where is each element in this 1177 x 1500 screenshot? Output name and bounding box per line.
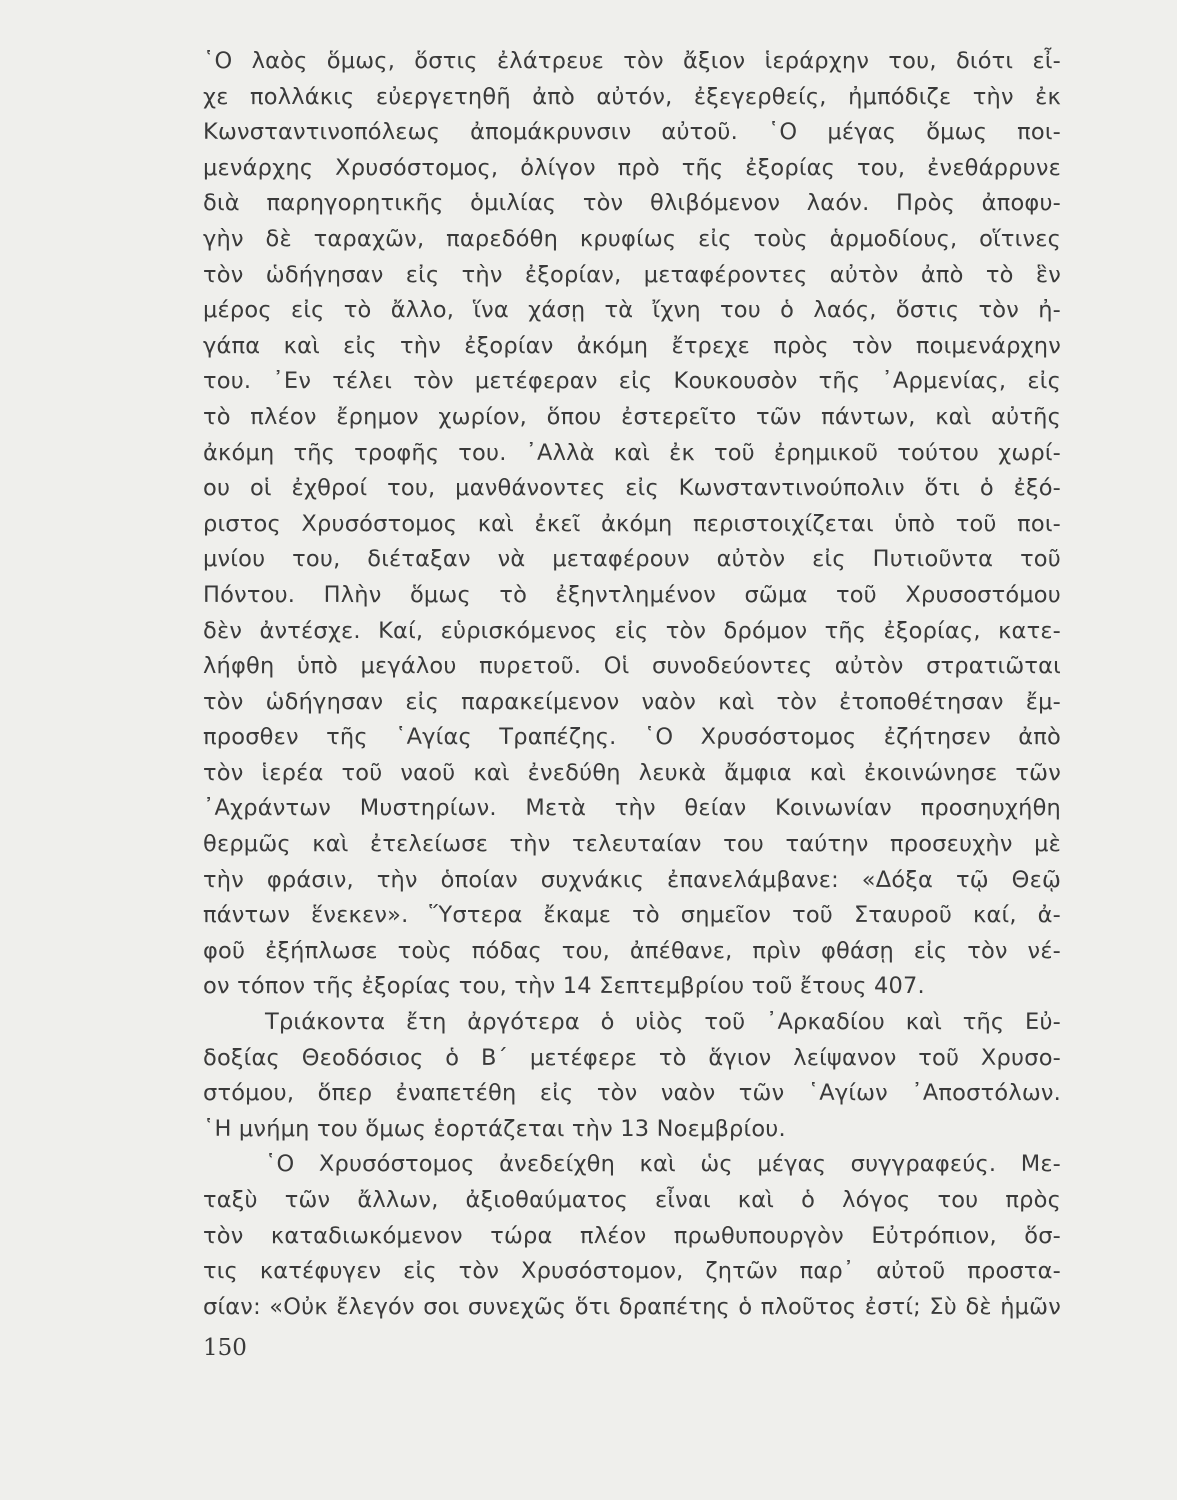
text-line: στόμου, ὅπερ ἐναπετέθη εἰς τὸν ναὸν τῶν ῾Αγίων ᾿Αποστόλων. — [203, 1080, 1061, 1107]
text-line: ἀκόμη τῆς τροφῆς του. ᾿Αλλὰ καὶ ἐκ τοῦ ἐρημικοῦ τούτου χωρί- — [203, 439, 1061, 466]
text-line: τὸν ἱερέα τοῦ ναοῦ καὶ ἐνεδύθη λευκὰ ἄμφια καὶ ἐκοινώνησε τῶν — [203, 759, 1061, 786]
text-line: χε πολλάκις εὐεργετηθῆ ἀπὸ αὐτόν, ἐξεγερθείς, ἠμπόδιζε τὴν ἐκ — [203, 83, 1061, 110]
text-line: ριστος Χρυσόστομος καὶ ἐκεῖ ἀκόμη περιστοιχίζεται ὑπὸ τοῦ ποι- — [203, 510, 1061, 537]
text-line: προσθεν τῆς ῾Αγίας Τραπέζης. ῾Ο Χρυσόστομος ἐζήτησεν ἀπὸ — [203, 724, 1061, 751]
text-line: Κωνσταντινοπόλεως ἀπομάκρυνσιν αὐτοῦ. ῾Ο μέγας ὅμως ποι- — [203, 119, 1061, 146]
text-line: δὲν ἀντέσχε. Καί, εὑρισκόμενος εἰς τὸν δρόμον τῆς ἐξορίας, κατε- — [203, 617, 1061, 644]
text-line: τὸν ὡδήγησαν εἰς τὴν ἐξορίαν, μεταφέροντες αὐτὸν ἀπὸ τὸ ἓν — [203, 261, 1061, 288]
text-line: γὴν δὲ ταραχῶν, παρεδόθη κρυφίως εἰς τοὺς ἁρμοδίους, οἵτινες — [203, 225, 1061, 252]
text-line: ῾Ο λαὸς ὅμως, ὅστις ἐλάτρευε τὸν ἄξιον ἱεράρχην του, διότι εἶ- — [203, 48, 1061, 74]
text-line: μνίου του, διέταξαν νὰ μεταφέρουν αὐτὸν εἰς Πυτιοῦντα τοῦ — [203, 546, 1061, 573]
text-line: τὴν φράσιν, τὴν ὁποίαν συχνάκις ἐπανελάμβανε: «Δόξα τῷ Θεῷ — [203, 866, 1061, 893]
text-line: δοξίας Θεοδόσιος ὁ Β΄ μετέφερε τὸ ἅγιον λείψανον τοῦ Χρυσο- — [203, 1044, 1061, 1071]
text-line: σίαν: «Οὐκ ἔλεγόν σοι συνεχῶς ὅτι δραπέτης ὁ πλοῦτος ἐστί; Σὺ δὲ ἡμῶν — [203, 1293, 1061, 1320]
text-line: τὸν καταδιωκόμενον τώρα πλέον πρωθυπουργὸν Εὐτρόπιον, ὅσ- — [203, 1222, 1061, 1249]
text-line: φοῦ ἐξήπλωσε τοὺς πόδας του, ἀπέθανε, πρὶν φθάσῃ εἰς τὸν νέ- — [203, 937, 1061, 964]
text-line: τις κατέφυγεν εἰς τὸν Χρυσόστομον, ζητῶν παρ᾿ αὐτοῦ προστα- — [203, 1258, 1061, 1285]
page-number: 150 — [203, 1335, 247, 1361]
text-line: διὰ παρηγορητικῆς ὁμιλίας τὸν θλιβόμενον λαόν. Πρὸς ἀποφυ- — [203, 190, 1061, 217]
text-line: μέρος εἰς τὸ ἄλλο, ἵνα χάσῃ τὰ ἴχνη του ὁ λαός, ὅστις τὸν ἠ- — [203, 297, 1061, 324]
text-line: ᾿Αχράντων Μυστηρίων. Μετὰ τὴν θείαν Κοινωνίαν προσηυχήθη — [203, 795, 1061, 822]
text-line: μενάρχης Χρυσόστομος, ὀλίγον πρὸ τῆς ἐξορίας του, ἐνεθάρρυνε — [203, 154, 1061, 181]
text-line: γάπα καὶ εἰς τὴν ἐξορίαν ἀκόμη ἔτρεχε πρὸς τὸν ποιμενάρχην — [203, 332, 1061, 359]
text-line: του. ᾿Εν τέλει τὸν μετέφεραν εἰς Κουκουσὸν τῆς ᾿Αρμενίας, εἰς — [203, 368, 1061, 395]
text-line: ου οἱ ἐχθροί του, μανθάνοντες εἰς Κωνσταντινούπολιν ὅτι ὁ ἐξό- — [203, 475, 1061, 502]
text-line: λήφθη ὑπὸ μεγάλου πυρετοῦ. Οἱ συνοδεύοντες αὐτὸν στρατιῶται — [203, 653, 1061, 680]
text-line: ῾Η μνήμη του ὅμως ἑορτάζεται τὴν 13 Νοεμβρίου. — [203, 1115, 786, 1142]
text-line: Τριάκοντα ἔτη ἀργότερα ὁ υἱὸς τοῦ ᾿Αρκαδίου καὶ τῆς Εὐ- — [265, 1009, 1061, 1036]
text-line: τὸν ὡδήγησαν εἰς παρακείμενον ναὸν καὶ τὸν ἐτοποθέτησαν ἔμ- — [203, 688, 1061, 715]
text-line: ον τόπον τῆς ἐξορίας του, τὴν 14 Σεπτεμβρίου τοῦ ἔτους 407. — [203, 973, 925, 1000]
text-line: Πόντου. Πλὴν ὅμως τὸ ἐξηντλημένον σῶμα τοῦ Χρυσοστόμου — [203, 581, 1061, 608]
text-line: ῾Ο Χρυσόστομος ἀνεδείχθη καὶ ὡς μέγας συγγραφεύς. Με- — [265, 1151, 1061, 1178]
text-line: ταξὺ τῶν ἄλλων, ἀξιοθαύματος εἶναι καὶ ὁ λόγος του πρὸς — [203, 1187, 1061, 1213]
text-line: πάντων ἕνεκεν». Ὕστερα ἔκαμε τὸ σημεῖον τοῦ Σταυροῦ καί, ἀ- — [203, 902, 1061, 929]
text-line: τὸ πλέον ἔρημον χωρίον, ὅπου ἐστερεῖτο τῶν πάντων, καὶ αὐτῆς — [203, 403, 1061, 430]
text-line: θερμῶς καὶ ἐτελείωσε τὴν τελευταίαν του ταύτην προσευχὴν μὲ — [203, 831, 1061, 858]
body-text — [203, 44, 1061, 1325]
